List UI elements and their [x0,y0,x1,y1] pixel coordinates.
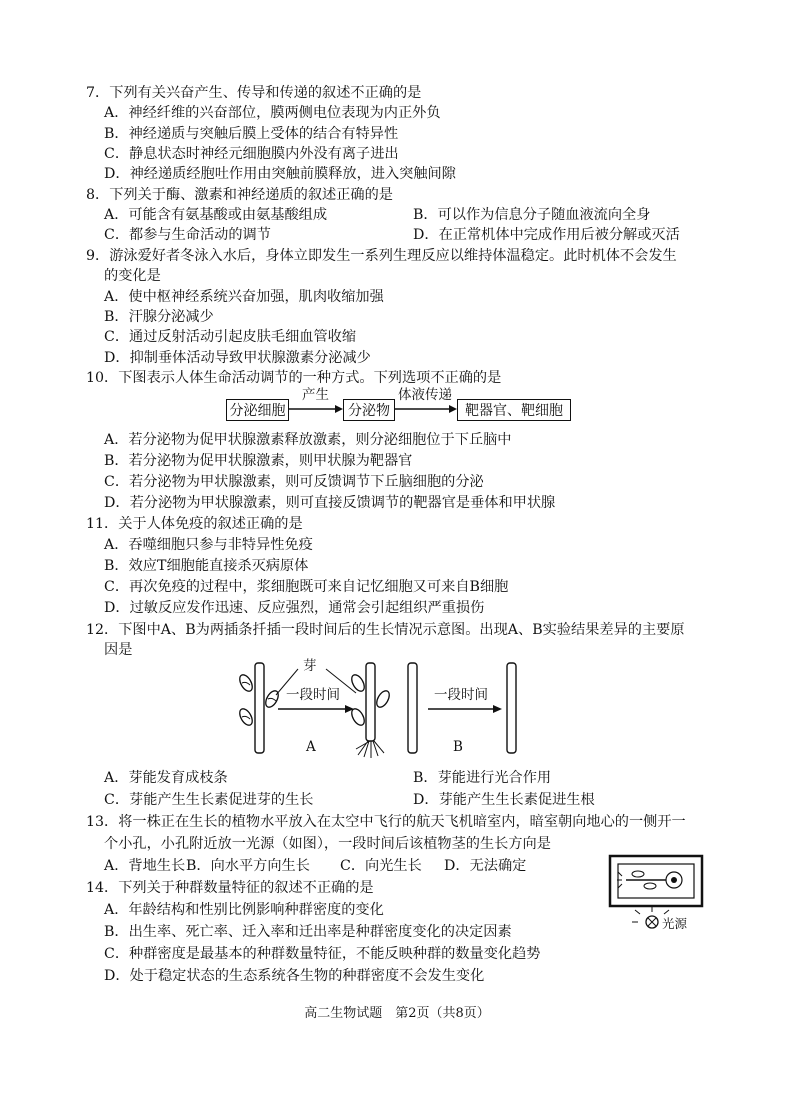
option: D．神经递质经胞吐作用由突触前膜释放，进入突触间隙 [104,166,456,182]
option: A．神经纤维的兴奋部位，膜两侧电位表现为内正外负 [104,105,441,121]
question-stem-continued: 个小孔，小孔附近放一光源（如图），一段时间后该植物茎的生长方向是 [104,836,551,852]
flow-box-secretory-cell: 分泌细胞 [226,399,289,421]
option: C．种群密度是最基本的种群数量特征，不能反映种群的数量变化趋势 [104,946,541,962]
option: A．吞噬细胞只参与非特异性免疫 [104,537,313,553]
option: C．再次免疫的过程中，浆细胞既可来自记忆细胞又可来自B细胞 [104,579,509,595]
option: C．芽能产生生长素促进芽的生长 [104,792,314,808]
flow-box-target: 靶器官、靶细胞 [457,399,571,421]
question-stem: 13．将一株正在生长的植物水平放入在太空中飞行的航天飞机暗室内，暗室朝向地心的一侧开一 [86,814,686,830]
arrow-icon [395,403,457,415]
option: C．向光生长 [340,858,422,874]
option: C．都参与生命活动的调节 [104,227,271,243]
figure-label-a: A [306,739,316,755]
option: B．效应T细胞能直接杀灭病原体 [104,558,309,574]
option: B．向水平方向生长 [186,858,310,874]
option: C．通过反射活动引起皮肤毛细血管收缩 [104,329,357,345]
option: B．出生率、死亡率、迁入率和迁出率是种群密度变化的决定因素 [104,924,512,940]
cutting-drawing [228,655,528,760]
option: D．抑制垂体活动导致甲状腺激素分泌减少 [104,350,371,366]
light-source-label: 光源 [662,916,688,931]
option: B．神经递质与突触后膜上受体的结合有特异性 [104,126,399,142]
regulation-flow-diagram [220,387,580,427]
page-footer: 高二生物试题 第2页（共8页） [304,1006,490,1021]
darkroom-drawing [604,850,714,940]
flow-box-secretion: 分泌物 [343,399,395,421]
option: C．若分泌物为甲状腺激素，则可反馈调节下丘脑细胞的分泌 [104,474,484,490]
question-stem-continued: 的变化是 [104,268,161,284]
question-stem: 14．下列关于种群数量特征的叙述不正确的是 [86,880,374,896]
option: A．若分泌物为促甲状腺激素释放激素，则分泌细胞位于下丘脑中 [104,432,512,448]
option: B．汗腺分泌减少 [104,309,214,325]
option: C．静息状态时神经元细胞膜内外没有离子进出 [104,146,399,162]
option: A．背地生长 [104,858,186,874]
period-label-a: 一段时间 [286,687,340,703]
bud-label: 芽 [303,658,317,674]
question-stem: 8．下列关于酶、激素和神经递质的叙述正确的是 [86,187,393,203]
option: D．处于稳定状态的生态系统各生物的种群密度不会发生变化 [104,968,485,984]
darkroom-figure [604,850,714,940]
option: D．无法确定 [444,858,527,874]
option: A．使中枢神经系统兴奋加强，肌肉收缩加强 [104,289,384,305]
question-stem: 9．游泳爱好者冬泳入水后，身体立即发生一系列生理反应以维持体温稳定。此时机体不会发生 [86,248,677,264]
question-stem: 10．下图表示人体生命活动调节的一种方式。下列选项不正确的是 [86,370,502,386]
flow-label-body-fluid: 体液传递 [398,387,452,403]
question-stem: 7．下列有关兴奋产生、传导和传递的叙述不正确的是 [86,85,422,101]
option: A．年龄结构和性别比例影响种群密度的变化 [104,902,384,918]
option: B．若分泌物为促甲状腺激素，则甲状腺为靶器官 [104,453,413,469]
period-label-b: 一段时间 [434,687,488,703]
option: D．过敏反应发作迅速、反应强烈，通常会引起组织严重损伤 [104,600,485,616]
option: D．若分泌物为甲状腺激素，则可直接反馈调节的靶器官是垂体和甲状腺 [104,495,556,511]
cutting-experiment-figure [228,655,528,760]
question-stem: 12．下图中A、B为两插条扦插一段时间后的生长情况示意图。出现A、B实验结果差异的主要原 [86,622,685,638]
option: A．芽能发育成枝条 [104,770,228,786]
option: B．可以作为信息分子随血液流向全身 [413,207,651,223]
option: D．芽能产生生长素促进生根 [413,792,595,808]
option: A．可能含有氨基酸或由氨基酸组成 [104,207,328,223]
question-stem-continued: 因是 [104,642,133,658]
figure-label-b: B [453,739,463,755]
arrow-icon [289,403,343,415]
option: B．芽能进行光合作用 [413,770,552,786]
option: D．在正常机体中完成作用后被分解或灭活 [413,227,680,243]
flow-label-produce: 产生 [302,387,329,403]
question-stem: 11．关于人体免疫的叙述正确的是 [86,516,303,532]
